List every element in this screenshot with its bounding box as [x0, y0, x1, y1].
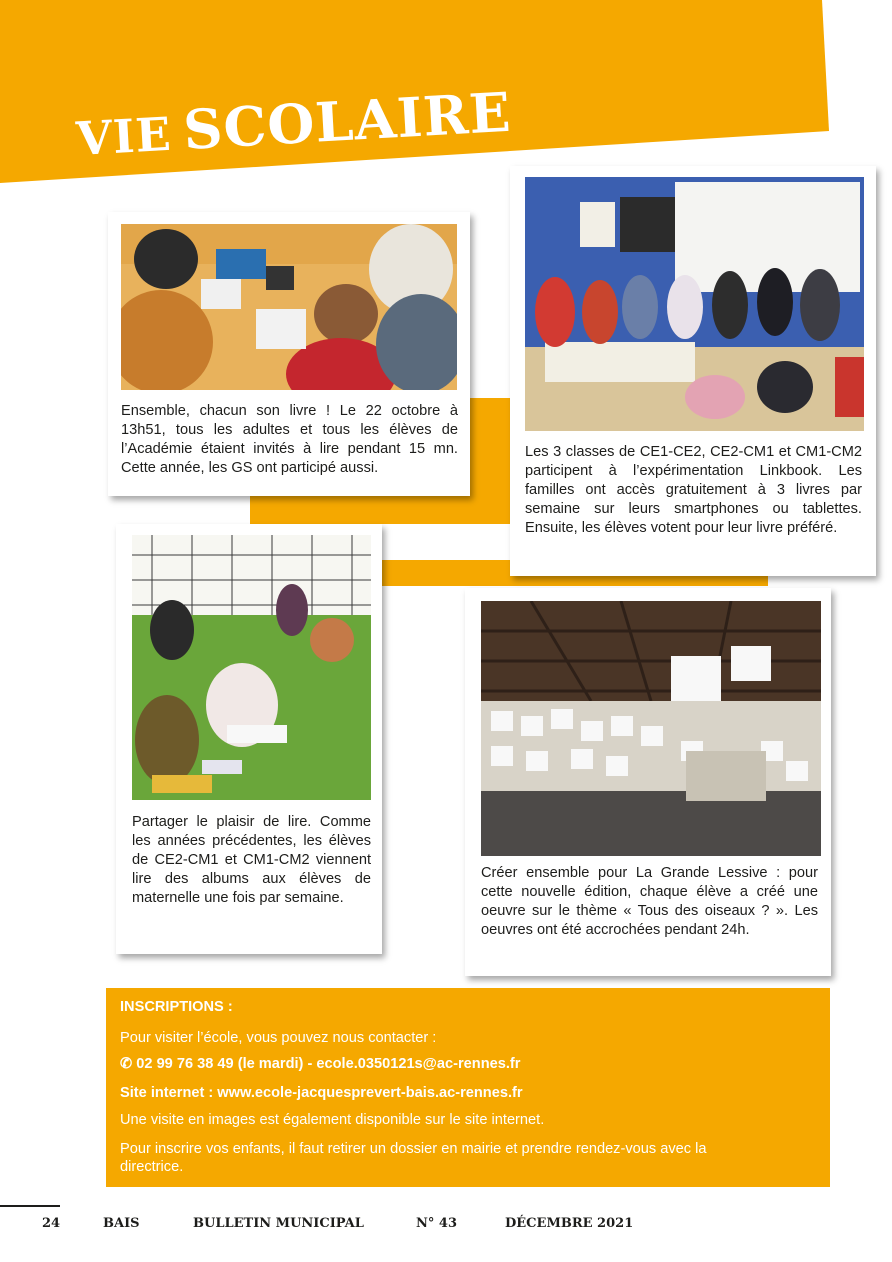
inscriptions-contact: ✆ 02 99 76 38 49 (le mardi) - ecole.0350121s@ac-rennes.fr: [120, 1056, 521, 1072]
photo-card-linkbook: [510, 166, 876, 576]
title-word-scolaire: SCOLAIRE: [181, 79, 513, 163]
inscriptions-website: Site internet : www.ecole-jacquesprevert-bais.ac-rennes.fr: [120, 1085, 523, 1101]
caption-grande-lessive: Créer ensemble pour La Grande Lessive : pour cette nouvelle édition, chaque élève a créé une oeuvre sur le thème « Tous des oiseaux ? ». Les oeuvres ont été accrochées pendant 24h.: [481, 865, 818, 938]
footer-page-number: 24: [42, 1216, 61, 1231]
inscriptions-enroll: Pour inscrire vos enfants, il faut retirer un dossier en mairie et prendre rendez-vous avec la directrice.: [120, 1141, 707, 1175]
caption-reading: Ensemble, chacun son livre ! Le 22 octobre à 13h51, tous les adultes et tous les élèves de l’Académie étaient invités à lire pendant 15 mn. Cette année, les GS ont participé aussi.: [121, 403, 458, 476]
photo-outdoor-reading: [132, 535, 371, 800]
photo-class-group: [525, 177, 864, 431]
photo-grande-lessive: [481, 601, 821, 856]
caption-linkbook: Les 3 classes de CE1-CE2, CE2-CM1 et CM1-CM2 participent à l’expérimentation Linkbook. Les familles ont accès gratuitement à 3 livres par semaine sur leurs smartphones ou tablettes. Ensuite, les élèves votent pour leur livre préféré.: [525, 444, 862, 536]
footer-publication: BULLETIN MUNICIPAL: [193, 1216, 364, 1231]
photo-card-grande-lessive: [465, 588, 831, 976]
inscriptions-heading: INSCRIPTIONS :: [120, 999, 233, 1015]
photo-card-outdoor-reading: [116, 524, 382, 954]
photo-card-reading: [108, 212, 470, 496]
footer-town: BAIS: [103, 1216, 140, 1231]
footer-issue: N° 43: [416, 1216, 457, 1231]
footer-rule: [0, 1205, 60, 1207]
title-word-vie: VIE: [74, 106, 174, 167]
photo-children-reading: [121, 224, 457, 390]
footer-date: DÉCEMBRE 2021: [505, 1216, 634, 1231]
inscriptions-box: [106, 988, 830, 1187]
caption-outdoor-reading: Partager le plaisir de lire. Comme les années précédentes, les élèves de CE2-CM1 et CM1-CM2 viennent lire des albums aux élèves de maternelle une fois par semaine.: [132, 814, 371, 906]
inscriptions-intro: Pour visiter l’école, vous pouvez nous contacter :: [120, 1030, 437, 1046]
inscriptions-visit: Une visite en images est également disponible sur le site internet.: [120, 1112, 545, 1128]
